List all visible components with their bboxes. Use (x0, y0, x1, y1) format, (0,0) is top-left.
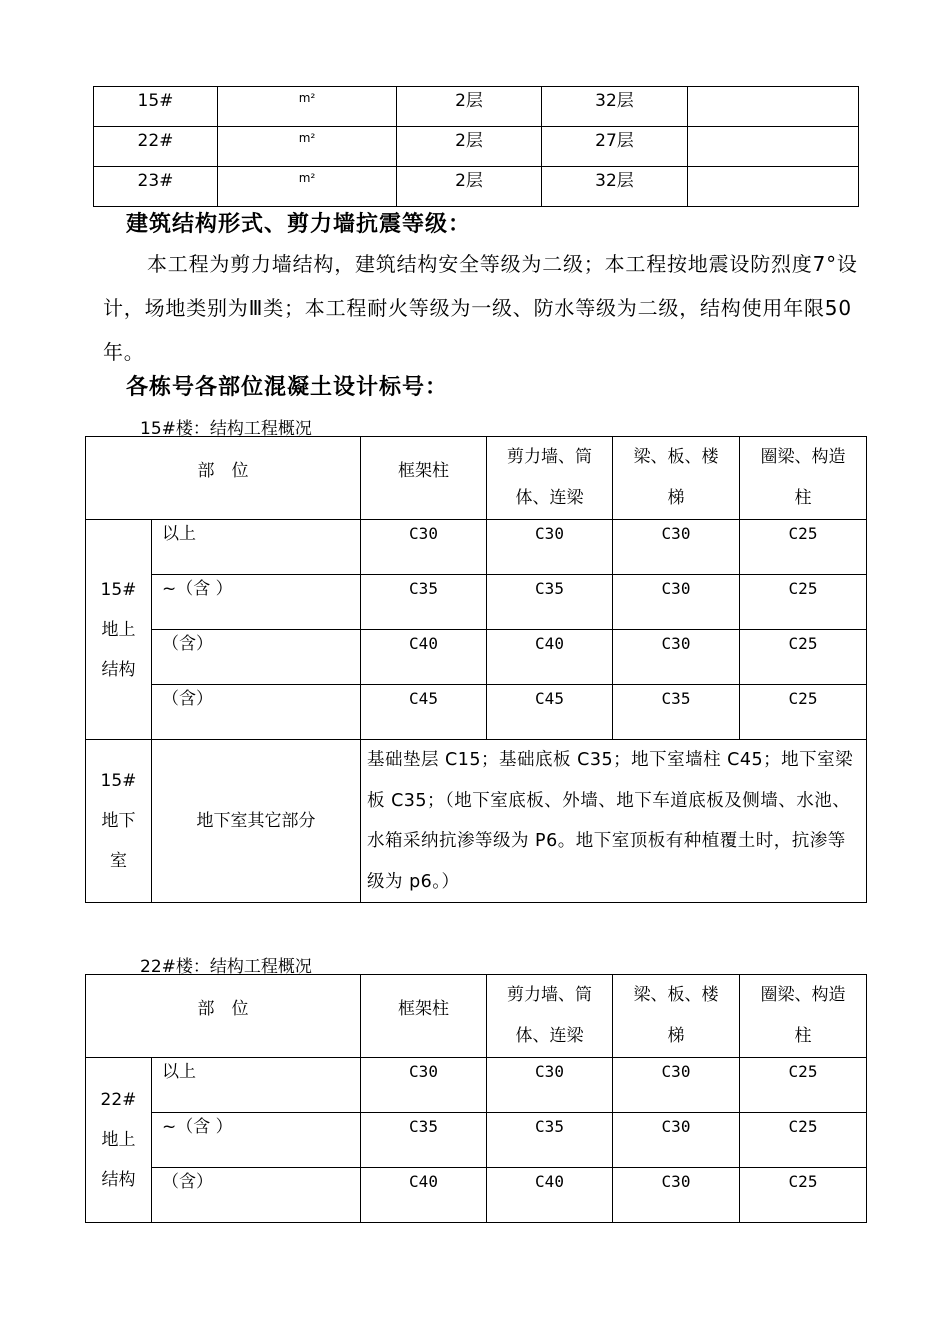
grade-cell: C25 (740, 1168, 867, 1223)
basement-cell: 2层 (397, 167, 542, 207)
ring-beam-header-line1: 圈梁、构造 (760, 985, 846, 1005)
grade-cell: C35 (487, 575, 613, 630)
concrete-heading: 各栋号各部位混凝土设计标号： (126, 375, 449, 400)
grade-cell: C35 (613, 685, 740, 740)
grade-cell: C30 (613, 1113, 740, 1168)
grade-cell: C25 (740, 630, 867, 685)
position-header (86, 975, 361, 1058)
table-row (86, 1113, 867, 1168)
frame-column-header (361, 437, 487, 520)
grade-cell: C30 (361, 520, 487, 575)
frame-column-header-text: 框架柱 (398, 999, 449, 1019)
ring-beam-header-line2: 柱 (794, 488, 812, 508)
grade-cell: C30 (613, 520, 740, 575)
beam-slab-header (613, 437, 740, 520)
beam-slab-header-line1: 梁、板、楼 (633, 447, 719, 467)
frame-column-header (361, 975, 487, 1058)
shear-wall-header-line1: 剪力墙、筒 (507, 985, 592, 1005)
grade-cell: C40 (487, 1168, 613, 1223)
group-basement (86, 740, 152, 903)
table15-caption: 15#楼：结构工程概况 (140, 419, 312, 439)
basement-cell: 2层 (397, 87, 542, 127)
table22 (85, 974, 867, 1223)
table15 (85, 436, 867, 903)
table-row (86, 685, 867, 740)
grade-cell: C30 (613, 1058, 740, 1113)
grade-cell: C40 (487, 630, 613, 685)
grade-cell: C25 (740, 520, 867, 575)
floors-cell: 32层 (542, 167, 688, 207)
table-row (86, 630, 867, 685)
group-above-ground-text: 22#地上结构 (100, 1090, 137, 1190)
grade-cell: C35 (487, 1113, 613, 1168)
structure-heading: 建筑结构形式、剪力墙抗震等级： (126, 212, 472, 237)
table-row (86, 520, 867, 575)
basement-description: 基础垫层 C15；基础底板 C35；地下室墙柱 C45；地下室梁板 C35；（地下室底板、外墙、地下车道底板及侧墙、水池、水箱采纳抗渗等级为 P6。地下室顶板有种植覆土时，抗渗等级为 p6。） (361, 740, 867, 903)
group-above-ground (86, 1058, 152, 1223)
grade-cell: C30 (613, 575, 740, 630)
grade-cell: C30 (487, 1058, 613, 1113)
grade-cell: C25 (740, 1113, 867, 1168)
basement-row (86, 740, 867, 903)
building-cell: 22# (94, 127, 218, 167)
range-cell: 以上 (152, 1058, 361, 1113)
position-header (86, 437, 361, 520)
grade-cell: C30 (613, 1168, 740, 1223)
grade-cell: C45 (487, 685, 613, 740)
beam-slab-header-line1: 梁、板、楼 (633, 985, 719, 1005)
position-header-text: 部 位 (197, 461, 249, 481)
header-row (86, 437, 867, 520)
grade-cell: C35 (361, 575, 487, 630)
grade-cell: C35 (361, 1113, 487, 1168)
range-cell: 以上 (152, 520, 361, 575)
grade-cell: C40 (361, 630, 487, 685)
range-cell: ~（含 ） (152, 575, 361, 630)
grade-cell: C30 (487, 520, 613, 575)
unit-cell: m² (218, 167, 397, 207)
shear-wall-header (487, 975, 613, 1058)
note-cell (688, 87, 859, 127)
table-row (94, 127, 859, 167)
grade-cell: C45 (361, 685, 487, 740)
table22-caption: 22#楼：结构工程概况 (140, 957, 312, 977)
range-cell: （含） (152, 685, 361, 740)
floors-cell: 32层 (542, 87, 688, 127)
table-row (94, 167, 859, 207)
unit-cell: m² (218, 87, 397, 127)
range-cell: ~（含 ） (152, 1113, 361, 1168)
table-row (86, 575, 867, 630)
grade-cell: C25 (740, 685, 867, 740)
position-header-text: 部 位 (197, 999, 249, 1019)
ring-beam-header (740, 437, 867, 520)
grade-cell: C30 (361, 1058, 487, 1113)
table-row (94, 87, 859, 127)
shear-wall-header (487, 437, 613, 520)
ring-beam-header (740, 975, 867, 1058)
group-above-ground-text: 15#地上结构 (100, 579, 137, 680)
structure-paragraph: 本工程为剪力墙结构，建筑结构安全等级为二级；本工程按地震设防烈度7°设计，场地类别为Ⅲ类；本工程耐火等级为一级、防水等级为二级，结构使用年限50年。 (103, 252, 858, 364)
shear-wall-header-line2: 体、连梁 (515, 1026, 584, 1046)
group-above-ground (86, 520, 152, 740)
grade-cell: C25 (740, 575, 867, 630)
frame-column-header-text: 框架柱 (398, 461, 449, 481)
basement-cell: 2层 (397, 127, 542, 167)
floors-cell: 27层 (542, 127, 688, 167)
range-cell: （含） (152, 1168, 361, 1223)
buildings-table (93, 86, 859, 207)
grade-cell: C25 (740, 1058, 867, 1113)
building-cell: 15# (94, 87, 218, 127)
beam-slab-header (613, 975, 740, 1058)
grade-cell: C40 (361, 1168, 487, 1223)
note-cell (688, 167, 859, 207)
table-row (86, 1168, 867, 1223)
header-row (86, 975, 867, 1058)
shear-wall-header-line2: 体、连梁 (515, 488, 584, 508)
unit-cell: m² (218, 127, 397, 167)
range-cell: （含） (152, 630, 361, 685)
grade-cell: C30 (613, 630, 740, 685)
ring-beam-header-line2: 柱 (794, 1026, 812, 1046)
building-cell: 23# (94, 167, 218, 207)
basement-label: 地下室其它部分 (152, 740, 361, 903)
group-basement-text: 15#地下室 (100, 771, 137, 871)
ring-beam-header-line1: 圈梁、构造 (760, 447, 846, 467)
beam-slab-header-line2: 梯 (667, 1026, 685, 1046)
table-row (86, 1058, 867, 1113)
beam-slab-header-line2: 梯 (667, 488, 685, 508)
note-cell (688, 127, 859, 167)
shear-wall-header-line1: 剪力墙、筒 (507, 447, 592, 467)
